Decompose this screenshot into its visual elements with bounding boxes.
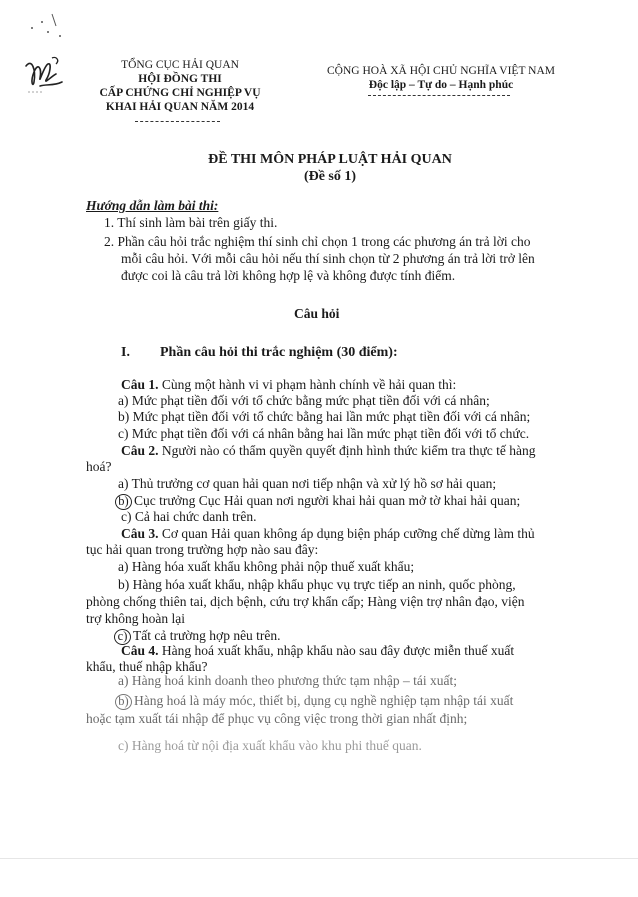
question-4-option-b-line1: [118, 693, 513, 710]
question-4-option-a: a) Hàng hoá kinh doanh theo phương thức tạm nhập – tái xuất;: [118, 673, 457, 688]
question-4-text-cont: khẩu, thuế nhập khẩu?: [86, 659, 208, 674]
question-3: [121, 526, 535, 542]
question-1-text: Cùng một hành vi vi phạm hành chính về hải quan thì:: [158, 377, 457, 392]
answer-circle-mark: b): [115, 694, 132, 710]
exam-year-line: KHAI HẢI QUAN NĂM 2014: [105, 101, 255, 113]
question-4-text: Hàng hoá xuất khẩu, nhập khẩu nào sau đây được miễn thuế xuất: [158, 643, 515, 658]
questions-heading: Câu hỏi: [294, 306, 340, 321]
instruction-2-line1: 2. Phần câu hỏi trắc nghiệm thí sinh chỉ chọn 1 trong các phương án trả lời cho: [104, 234, 531, 249]
instruction-2-line2: mỗi câu hỏi. Với mỗi câu hỏi nếu thí sinh chọn từ 2 phương án trả lời trở lên: [121, 251, 535, 266]
question-1-option-c: c) Mức phạt tiền đối với cá nhân bằng hai lần mức phạt tiền đối với tổ chức.: [118, 426, 530, 441]
exam-number: (Đề số 1): [303, 169, 357, 184]
question-3-option-c-text: Tất cả trường hợp nêu trên.: [133, 628, 281, 643]
instructions-heading: Hướng dẫn làm bài thi:: [86, 198, 219, 213]
motto: Độc lập – Tự do – Hạnh phúc: [368, 79, 514, 91]
question-4-option-c: c) Hàng hoá từ nội địa xuất khẩu vào khu phi thuế quan.: [118, 738, 422, 753]
question-4-option-b-text: Hàng hoá là máy móc, thiết bị, dụng cụ nghề nghiệp tạm nhập tái xuất: [134, 693, 514, 708]
part-title: Phần câu hỏi thi trắc nghiệm (30 điểm):: [160, 345, 398, 360]
instruction-1: 1. Thí sinh làm bài trên giấy thi.: [104, 215, 278, 230]
header-left-rule: [135, 121, 220, 122]
header-left: [95, 58, 265, 114]
certificate-line: CẤP CHỨNG CHỈ NGHIỆP VỤ: [99, 87, 261, 99]
question-2-text-cont: hoá?: [86, 459, 112, 474]
question-2-option-b-text: Cục trưởng Cục Hải quan nơi người khai hải quan mở tờ khai hải quan;: [134, 493, 521, 508]
answer-circle-mark: b): [115, 494, 132, 510]
signature-icon: [22, 52, 74, 96]
question-3-option-a: a) Hàng hóa xuất khẩu không phải nộp thuế xuất khẩu;: [118, 559, 415, 574]
agency-name: TỔNG CỤC HẢI QUAN: [121, 59, 239, 71]
answer-circle-mark: c): [114, 629, 131, 645]
header-right: [312, 64, 570, 92]
question-3-option-b-line1: b) Hàng hóa xuất khẩu, nhập khẩu phục vụ trực tiếp an ninh, quốc phòng,: [118, 577, 516, 592]
question-4: [121, 643, 514, 659]
question-3-label: Câu 3.: [121, 526, 159, 541]
question-3-text: Cơ quan Hải quan không áp dụng biện pháp cưỡng chế dừng làm thủ: [158, 526, 535, 541]
question-2-option-b: [118, 493, 520, 510]
handwritten-marks-icon: [28, 10, 68, 40]
question-3-text-cont: tục hải quan trong trường hợp nào sau đây:: [86, 542, 319, 557]
question-4-option-b-line2: hoặc tạm xuất tái nhập để phục vụ công việc trong thời gian nhất định;: [86, 711, 468, 726]
question-3-option-b-line2: phòng chống thiên tai, dịch bệnh, cứu trợ khẩn cấp; Hàng viện trợ nhân đạo, viện: [86, 594, 525, 609]
part-number: I.: [121, 345, 130, 360]
council-name: HỘI ĐỒNG THI: [138, 73, 222, 85]
page-edge-divider: [0, 858, 638, 859]
instruction-2-line3: được coi là câu trả lời không hợp lệ và không được tính điểm.: [121, 268, 456, 283]
exam-title: ĐỀ THI MÔN PHÁP LUẬT HẢI QUAN: [208, 152, 452, 167]
question-3-option-b-line3: trợ không hoàn lại: [86, 611, 185, 626]
question-1-option-a: a) Mức phạt tiền đối với tổ chức bằng mức phạt tiền đối với cá nhân;: [118, 393, 490, 408]
question-1: [121, 377, 456, 393]
question-1-option-b: b) Mức phạt tiền đối với tổ chức bằng hai lần mức phạt tiền đối với cá nhân;: [118, 409, 531, 424]
question-2-text: Người nào có thẩm quyền quyết định hình thức kiểm tra thực tế hàng: [158, 443, 536, 458]
header-right-rule: [368, 95, 510, 96]
country-name: CỘNG HOÀ XÃ HỘI CHỦ NGHĨA VIỆT NAM: [327, 65, 555, 77]
question-2: [121, 443, 536, 459]
question-2-option-c: c) Cả hai chức danh trên.: [121, 509, 257, 524]
question-2-option-a: a) Thủ trưởng cơ quan hải quan nơi tiếp nhận và xử lý hồ sơ hải quan;: [118, 476, 497, 491]
question-4-label: Câu 4.: [121, 643, 159, 658]
question-1-label: Câu 1.: [121, 377, 159, 392]
question-2-label: Câu 2.: [121, 443, 159, 458]
